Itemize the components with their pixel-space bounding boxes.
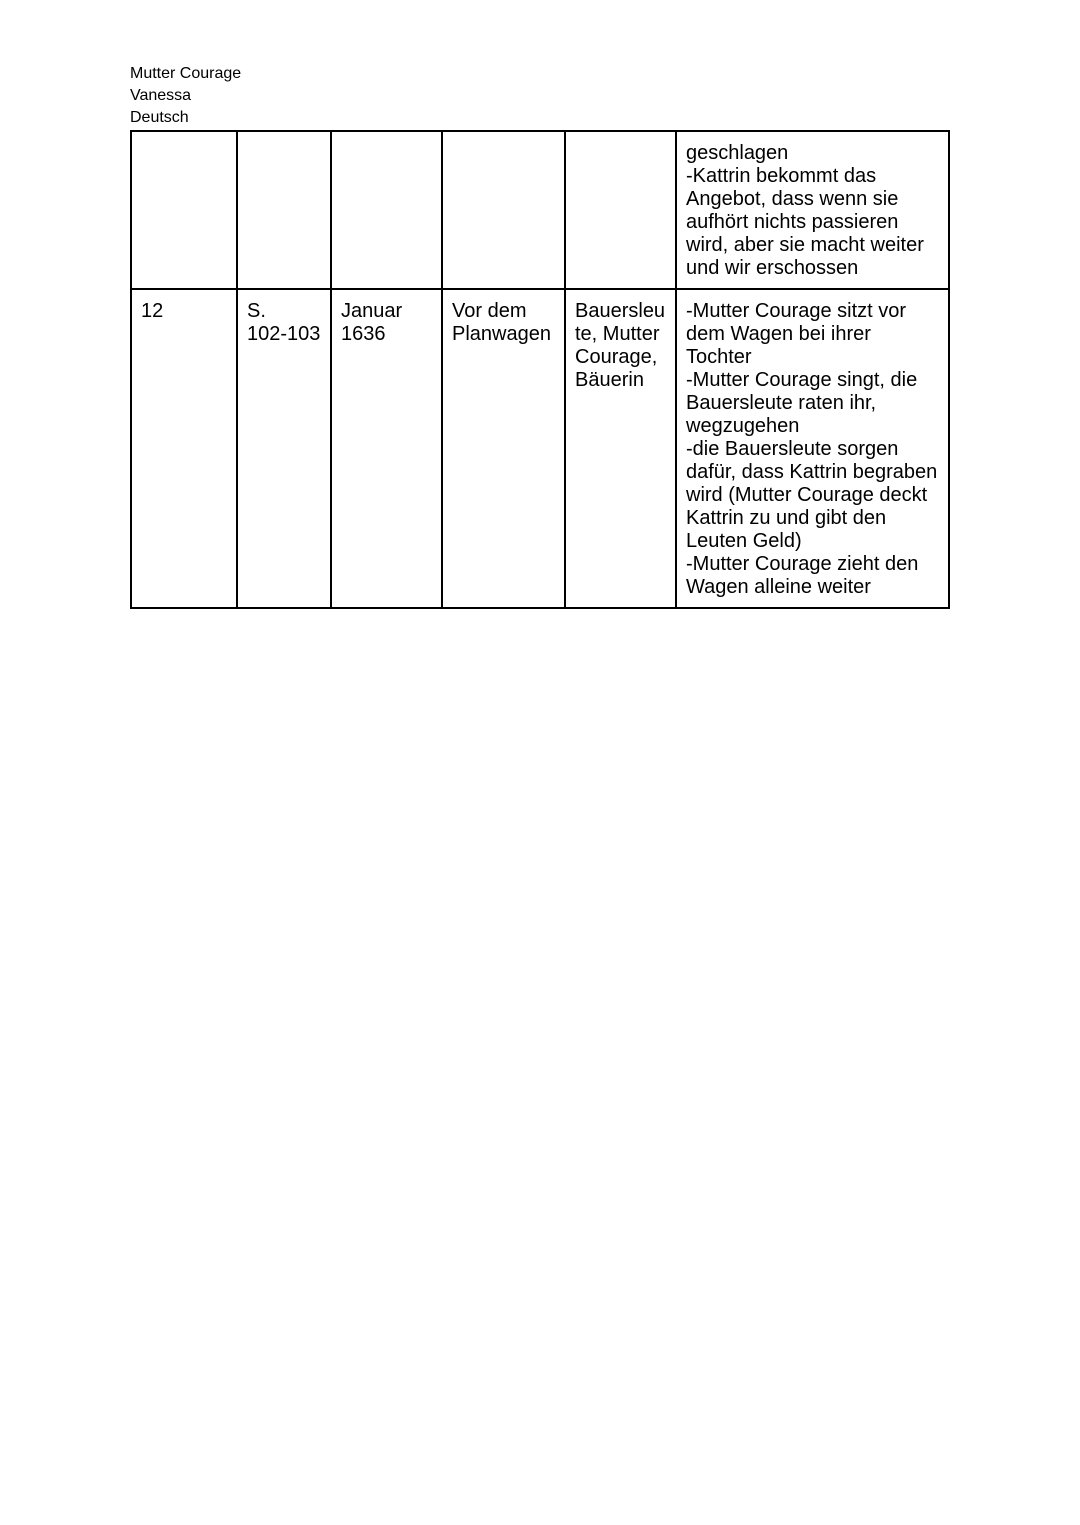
content-line: Tochter	[686, 346, 752, 368]
document-header	[130, 63, 241, 129]
pages-line: S.	[247, 300, 266, 322]
scene-cell: 12	[131, 289, 237, 608]
characters-cell	[565, 131, 676, 289]
content-line: geschlagen	[686, 142, 789, 164]
table-row	[131, 131, 949, 289]
content-line: Kattrin zu und gibt den	[686, 507, 887, 529]
content-line: -Mutter Courage zieht den	[686, 553, 919, 575]
time-line: 1636	[341, 323, 386, 345]
content-line: wegzugehen	[686, 415, 800, 437]
pages-cell	[237, 289, 331, 608]
content-line: wird, aber sie macht weiter	[686, 234, 924, 256]
scene-cell	[131, 131, 237, 289]
content-line: -Mutter Courage sitzt vor	[686, 300, 907, 322]
document-subject: Deutsch	[130, 109, 189, 126]
characters-line: Courage,	[575, 346, 658, 368]
scene-table	[130, 130, 950, 609]
characters-line: Bauersleu	[575, 300, 666, 322]
place-cell	[442, 289, 565, 608]
content-line: Leuten Geld)	[686, 530, 802, 552]
time-line: Januar	[341, 300, 403, 322]
content-line: Bauersleute raten ihr,	[686, 392, 877, 414]
content-line: dem Wagen bei ihrer	[686, 323, 871, 345]
content-line: und wir erschossen	[686, 257, 859, 279]
content-line: -die Bauersleute sorgen	[686, 438, 899, 460]
place-line: Vor dem	[452, 300, 527, 322]
content-line: -Kattrin bekommt das	[686, 165, 877, 187]
place-cell	[442, 131, 565, 289]
content-line: wird (Mutter Courage deckt	[686, 484, 928, 506]
characters-line: te, Mutter	[575, 323, 660, 345]
time-cell	[331, 131, 442, 289]
document-author: Vanessa	[130, 87, 192, 104]
content-cell	[676, 131, 949, 289]
characters-cell	[565, 289, 676, 608]
content-cell	[676, 289, 949, 608]
place-line: Planwagen	[452, 323, 551, 345]
content-line: -Mutter Courage singt, die	[686, 369, 918, 391]
content-line: aufhört nichts passieren	[686, 211, 899, 233]
table-row	[131, 289, 949, 608]
content-line: dafür, dass Kattrin begraben	[686, 461, 938, 483]
time-cell	[331, 289, 442, 608]
document-title: Mutter Courage	[130, 65, 242, 82]
characters-line: Bäuerin	[575, 369, 644, 391]
content-line: Angebot, dass wenn sie	[686, 188, 899, 210]
pages-cell	[237, 131, 331, 289]
pages-line: 102-103	[247, 323, 321, 345]
content-line: Wagen alleine weiter	[686, 576, 871, 598]
